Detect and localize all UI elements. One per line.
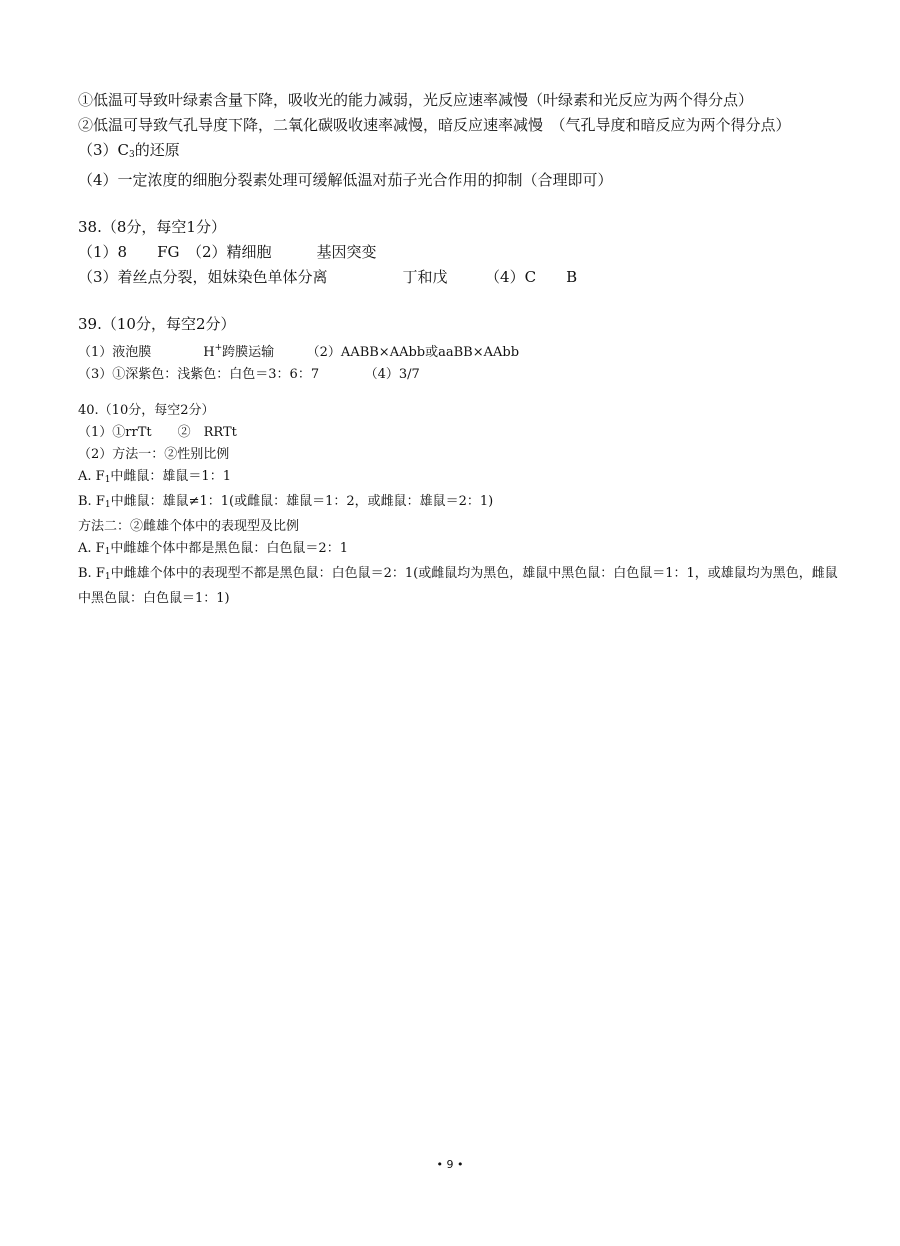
- q39-header: 39.（10分，每空2分）: [78, 315, 236, 333]
- q37-part-4: （4）一定浓度的细胞分裂素处理可缓解低温对茄子光合作用的抑制（合理即可）: [78, 171, 613, 189]
- q40-method2-b: B. $F_1$中雌雄个体中的表现型不都是黑色鼠：白色鼠＝2：1(或雌鼠均为黑色，雄鼠中黑色鼠：白色鼠＝1：1，或雄鼠均为黑色，雌鼠中黑色鼠：白色鼠＝1：1): [78, 566, 838, 606]
- q37-point-2: ②低温可导致气孔导度下降，二氧化碳吸收速率减慢，暗反应速率减慢 （气孔导度和暗反应为两个得分点）: [78, 116, 791, 134]
- q40-line-1: （1）①rrTt ② RRTt: [78, 425, 237, 440]
- q40-line-2: （2）方法一：②性别比例: [78, 447, 230, 462]
- q37-part-3: $(3)C_3$的还原: [78, 141, 180, 160]
- q38-line-2: （3）着丝点分裂，姐妹染色单体分离 丁和戊 （4）C B: [78, 268, 578, 286]
- q38-header: 38.（8分，每空1分）: [78, 218, 226, 236]
- q39-line-1: （1）液泡膜 H+跨膜运输 （2）AABB×AAbb或aaBB×AAbb: [78, 343, 520, 360]
- answer-page: [78, 88, 838, 610]
- q39-line-2: （3）①深紫色：浅紫色：白色＝3：6：7 （4）3/7: [78, 367, 420, 382]
- q40-method1-b: B. $F_1$中雌鼠：雄鼠≠1：1(或雌鼠：雄鼠＝1：2，或雌鼠：雄鼠＝2：1): [78, 494, 494, 510]
- q37-section: [78, 88, 838, 193]
- q40-method2-a: A. $F_1$中雌雄个体中都是黑色鼠：白色鼠＝2：1: [78, 541, 348, 557]
- q40-section: [78, 400, 838, 610]
- page-number: • 9 •: [436, 1158, 464, 1171]
- q40-method2: 方法二：②雌雄个体中的表现型及比例: [78, 519, 300, 534]
- q38-section: [78, 215, 838, 290]
- q37-point-1: ①低温可导致叶绿素含量下降，吸收光的能力减弱，光反应速率减慢（叶绿素和光反应为两个得分点）: [78, 91, 754, 109]
- q40-header: 40.（10分，每空2分）: [78, 403, 215, 418]
- q39-section: [78, 312, 838, 386]
- q40-method1-a: A. $F_1$中雌鼠：雄鼠＝1：1: [78, 469, 231, 485]
- q38-line-1: （1）8 FG （2）精细胞 基因突变: [78, 243, 377, 261]
